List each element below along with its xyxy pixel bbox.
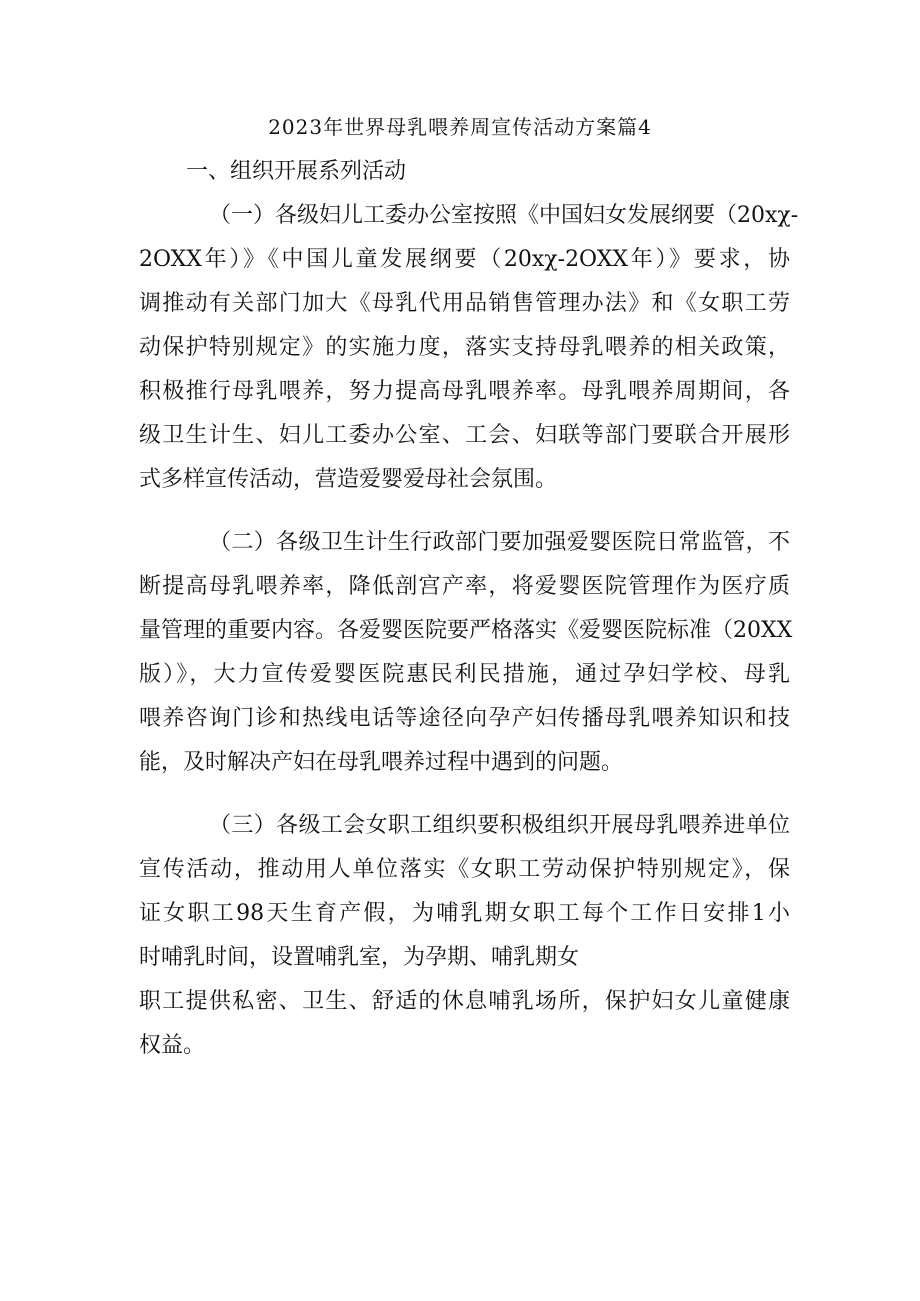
document-title: 2023年世界母乳喂养周宣传活动方案篇4 <box>268 115 652 139</box>
paragraph-line: 动保护特别规定》的实施力度，落实支持母乳喂养的相关政策， <box>139 335 790 360</box>
paragraph-line: 职工提供私密、卫生、舒适的休息哺乳场所，保护妇女儿童健康 <box>139 989 790 1014</box>
paragraph-line: 积极推行母乳喂养，努力提高母乳喂养率。母乳喂养周期间，各 <box>139 379 790 404</box>
paragraph-line: （三）各级工会女职工组织要积极组织开展母乳喂养进单位 <box>209 813 790 838</box>
paragraph-line: 时哺乳时间，设置哺乳室，为孕期、哺乳期女 <box>139 945 580 970</box>
paragraph-line: 量管理的重要内容。各爱婴医院要严格落实《爱婴医院标准（20XX <box>139 618 793 643</box>
paragraph-line: 版）》，大力宣传爱婴医院惠民利民措施，通过孕妇学校、母乳 <box>139 662 790 687</box>
paragraph-line: 2OXX年）》《中国儿童发展纲要（20xχ-2OXX年）》要求，协 <box>139 247 790 272</box>
paragraph-line: 喂养咨询门诊和热线电话等途径向孕产妇传播母乳喂养知识和技 <box>139 706 790 731</box>
paragraph-line: （一）各级妇儿工委办公室按照《中国妇女发展纲要（20xχ- <box>209 203 799 228</box>
paragraph-line: 宣传活动，推动用人单位落实《女职工劳动保护特别规定》，保 <box>139 857 790 882</box>
paragraph-line: 式多样宣传活动，营造爱婴爱母社会氛围。 <box>139 467 558 492</box>
paragraph-line: （二）各级卫生计生行政部门要加强爱婴医院日常监管，不 <box>209 530 790 555</box>
paragraph-line: 调推动有关部门加大《母乳代用品销售管理办法》和《女职工劳 <box>139 291 790 316</box>
paragraph-line: 权益。 <box>139 1033 206 1058</box>
paragraph-line: 能，及时解决产妇在母乳喂养过程中遇到的问题。 <box>139 750 624 775</box>
section-heading: 一、组织开展系列活动 <box>186 159 407 184</box>
paragraph-line: 断提高母乳喂养率，降低剖宫产率，将爱婴医院管理作为医疗质 <box>139 574 790 599</box>
paragraph-line: 级卫生计生、妇儿工委办公室、工会、妇联等部门要联合开展形 <box>139 423 790 448</box>
paragraph-line: 证女职工98天生育产假，为哺乳期女职工每个工作日安排1小 <box>139 901 790 926</box>
